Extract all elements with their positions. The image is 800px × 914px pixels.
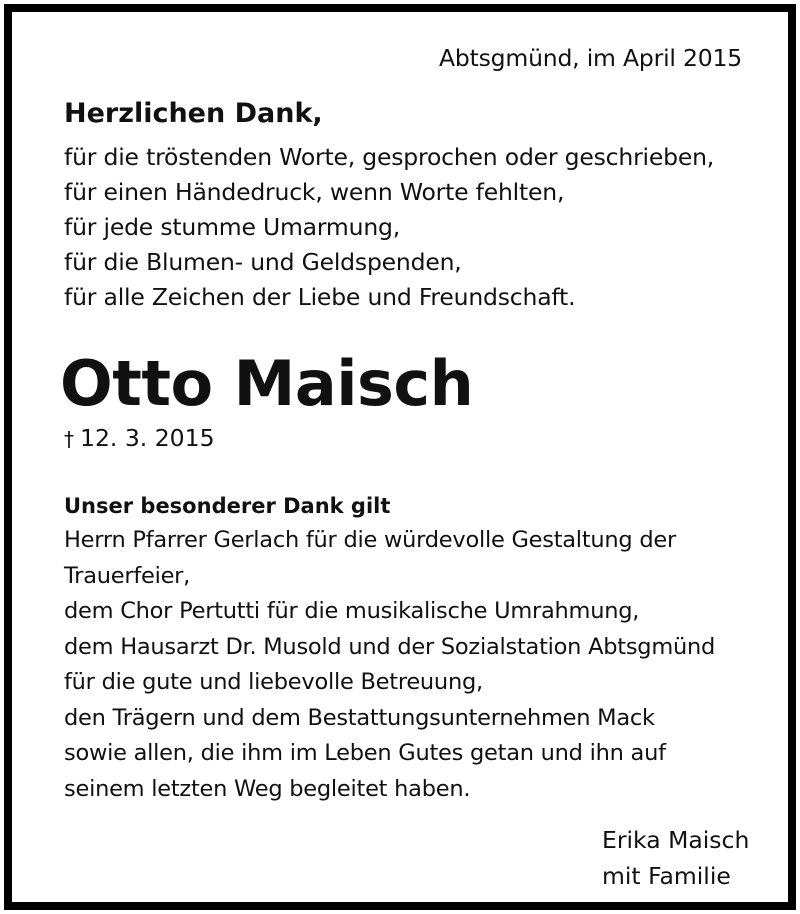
special-thanks-line: für die gute und liebevolle Betreuung,: [64, 669, 483, 695]
thanks-line: für alle Zeichen der Liebe und Freundschaft.: [64, 283, 576, 311]
death-date-line: [64, 422, 215, 455]
special-thanks-line: seinem letzten Weg begleitet haben.: [64, 775, 471, 802]
special-thanks-line: dem Chor Pertutti für die musikalische Umrahmung,: [64, 598, 640, 624]
thanks-line: für jede stumme Umarmung,: [64, 213, 401, 241]
special-thanks-list: [64, 523, 715, 807]
signature-block: [602, 822, 749, 894]
thanks-line: für die tröstenden Worte, gesprochen oder geschrieben,: [64, 143, 715, 171]
place-date: Abtsgmünd, im April 2015: [439, 44, 742, 72]
special-thanks-heading: Unser besonderer Dank gilt: [64, 494, 391, 518]
notice-frame: [4, 4, 796, 910]
special-thanks-line: dem Hausarzt Dr. Musold und der Sozialstation Abtsgmünd: [64, 633, 716, 660]
thanks-list: [64, 140, 714, 315]
cross-icon: †: [64, 427, 74, 451]
special-thanks-line: Trauerfeier,: [64, 562, 191, 589]
signature-name: Erika Maisch: [602, 826, 750, 854]
special-thanks-line: den Trägern und dem Bestattungsunternehmen Mack: [64, 704, 655, 731]
thanks-line: für einen Händedruck, wenn Worte fehlten,: [64, 178, 565, 206]
thanks-line: für die Blumen- und Geldspenden,: [64, 248, 462, 276]
death-date: 12. 3. 2015: [80, 424, 215, 452]
special-thanks-line: sowie allen, die ihm im Leben Gutes getan und ihn auf: [64, 740, 666, 766]
signature-family: mit Familie: [602, 862, 731, 890]
thanks-heading: Herzlichen Dank,: [64, 98, 323, 129]
special-thanks-line: Herrn Pfarrer Gerlach für die würdevolle Gestaltung der: [64, 527, 676, 553]
deceased-name: Otto Maisch: [60, 347, 474, 420]
